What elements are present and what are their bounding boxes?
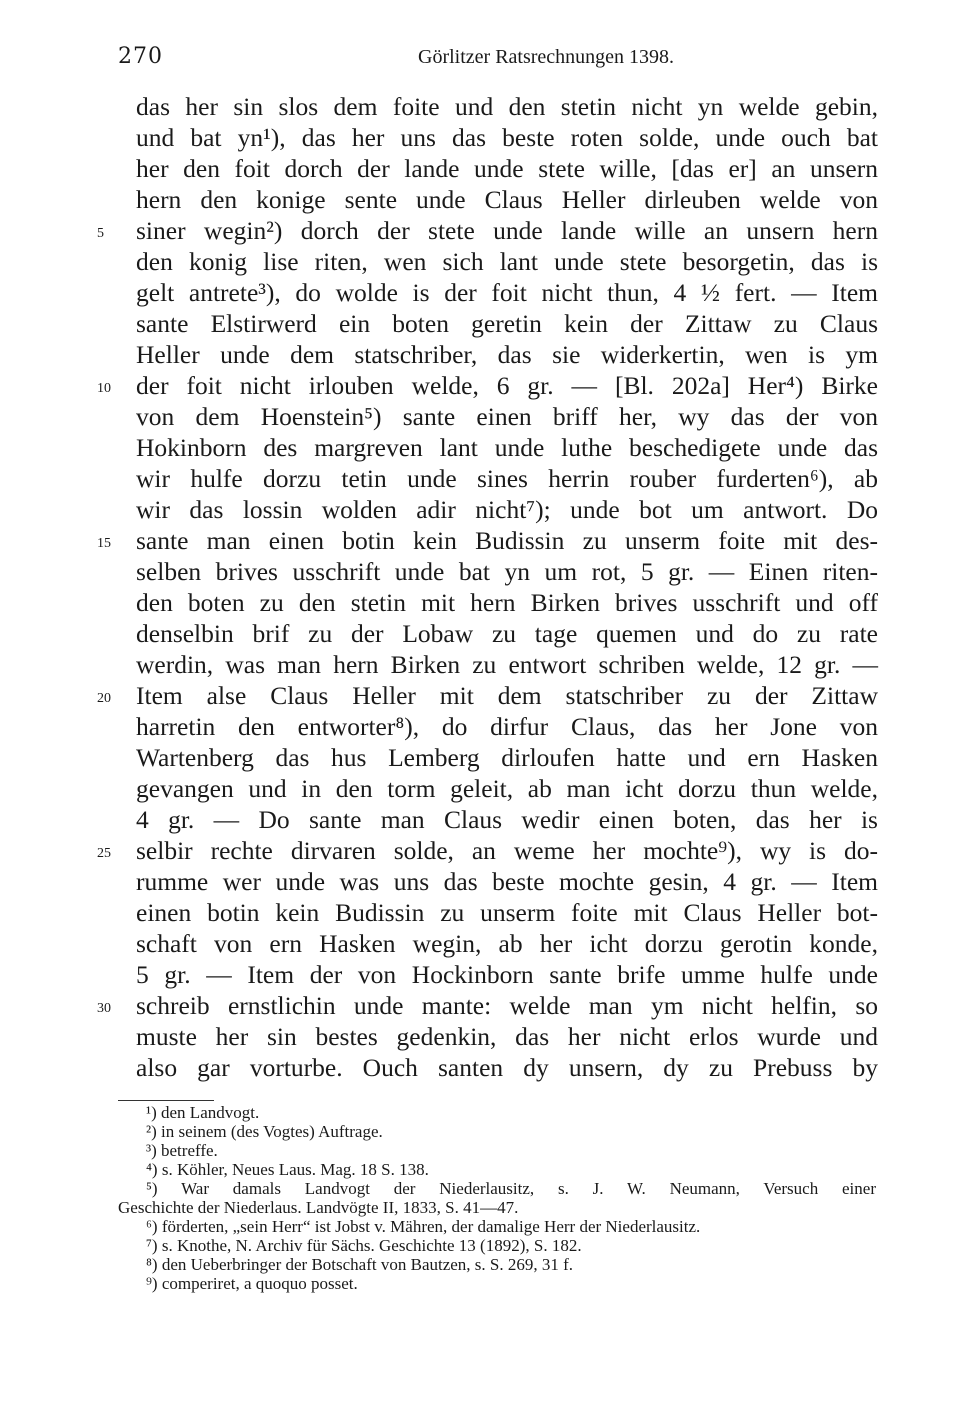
text-line: Heller unde dem statschriber, das sie widerkertin, wen is ym bbox=[136, 340, 878, 369]
page-number: 270 bbox=[118, 44, 163, 69]
text-line: 4 gr. — Do sante man Claus wedir einen boten, das her is bbox=[136, 805, 878, 834]
footnote: ¹) den Landvogt. bbox=[146, 1103, 260, 1122]
footnote: ⁵) War damals Landvogt der Niederlausitz, s. J. W. Neumann, Versuch einer bbox=[146, 1179, 876, 1198]
text-line: siner wegin²) dorch der stete unde lande wille an unsern hern bbox=[136, 216, 878, 245]
text-line: 5 gr. — Item der von Hockinborn sante brife umme hulfe unde bbox=[136, 960, 878, 989]
text-line: sante man einen botin kein Budissin zu unserm foite mit des- bbox=[136, 526, 878, 555]
text-line: und bat yn¹), das her uns das beste roten solde, unde ouch bat bbox=[136, 123, 878, 152]
text-line: rumme wer unde was uns das beste mochte gesin, 4 gr. — Item bbox=[136, 867, 878, 896]
text-line: schreib ernstlichin unde mante: welde man ym nicht helfin, so bbox=[136, 991, 878, 1020]
text-line: wir das lossin wolden adir nicht⁷); unde bot um antwort. Do bbox=[136, 495, 878, 524]
text-line: her den foit dorch der lande unde stete wille, [das er] an unsern bbox=[136, 154, 878, 183]
text-line: das her sin slos dem foite und den stetin nicht yn welde gebin, bbox=[136, 92, 878, 121]
text-line: Wartenberg das hus Lemberg dirloufen hatte und ern Hasken bbox=[136, 743, 878, 772]
text-line: sante Elstirwerd ein boten geretin kein der Zittaw zu Claus bbox=[136, 309, 878, 338]
footnote: ³) betreffe. bbox=[146, 1141, 218, 1160]
footnote: ⁴) s. Köhler, Neues Laus. Mag. 18 S. 138. bbox=[146, 1160, 429, 1179]
text-line: selbir rechte dirvaren solde, an weme her mochte⁹), wy is do- bbox=[136, 836, 878, 865]
footnote-rule bbox=[118, 1100, 214, 1101]
text-line: gevangen und in den torm geleit, ab man icht dorzu thun welde, bbox=[136, 774, 878, 803]
text-line: gelt antrete³), do wolde is der foit nicht thun, 4 ½ fert. — Item bbox=[136, 278, 878, 307]
text-line: muste her sin bestes gedenkin, das her nicht erlos wurde und bbox=[136, 1022, 878, 1051]
text-line: den konig lise riten, wen sich lant unde stete besorgetin, das is bbox=[136, 247, 878, 276]
footnote: ⁹) comperiret, a quoquo posset. bbox=[146, 1274, 358, 1293]
line-number: 30 bbox=[97, 1001, 111, 1016]
footnote: ⁷) s. Knothe, N. Archiv für Sächs. Geschichte 13 (1892), S. 182. bbox=[146, 1236, 582, 1255]
text-line: von dem Hoenstein⁵) sante einen briff her, wy das der von bbox=[136, 402, 878, 431]
footnote: ²) in seinem (des Vogtes) Auftrage. bbox=[146, 1122, 383, 1141]
text-line: einen botin kein Budissin zu unserm foite mit Claus Heller bot- bbox=[136, 898, 878, 927]
footnote: ⁸) den Ueberbringer der Botschaft von Bautzen, s. S. 269, 31 f. bbox=[146, 1255, 574, 1274]
line-number: 10 bbox=[97, 381, 111, 396]
line-number: 20 bbox=[97, 691, 111, 706]
footnote: ⁶) förderten, „sein Herr“ ist Jobst v. Mähren, der damalige Herr der Niederlausitz. bbox=[146, 1217, 701, 1236]
text-line: wir hulfe dorzu tetin unde sines herrin rouber furderten⁶), ab bbox=[136, 464, 878, 493]
text-line: werdin, was man hern Birken zu entwort schriben welde, 12 gr. — bbox=[136, 650, 878, 679]
text-line: der foit nicht irlouben welde, 6 gr. — [Bl. 202a] Her⁴) Birke bbox=[136, 371, 878, 400]
text-line: den boten zu den stetin mit hern Birken brives usschrift und off bbox=[136, 588, 878, 617]
line-number: 25 bbox=[97, 846, 111, 861]
text-line: Item alse Claus Heller mit dem statschriber zu der Zittaw bbox=[136, 681, 878, 710]
footnote-continuation: Geschichte der Niederlaus. Landvögte II, 1833, S. 41—47. bbox=[118, 1198, 519, 1217]
text-line: selben brives usschrift unde bat yn um rot, 5 gr. — Einen riten- bbox=[136, 557, 878, 586]
text-line: Hokinborn des margreven lant unde luthe beschedigete unde das bbox=[136, 433, 878, 462]
text-line: also gar vorturbe. Ouch santen dy unsern, dy zu Prebuss by bbox=[136, 1053, 878, 1082]
text-line: hern den konige sente unde Claus Heller dirleuben welde von bbox=[136, 185, 878, 214]
text-line: harretin den entworter⁸), do dirfur Claus, das her Jone von bbox=[136, 712, 878, 741]
line-number: 15 bbox=[97, 536, 111, 551]
text-line: schaft von ern Hasken wegin, ab her icht dorzu gerotin konde, bbox=[136, 929, 878, 958]
running-title: Görlitzer Ratsrechnungen 1398. bbox=[418, 46, 675, 68]
text-line: denselbin brif zu der Lobaw zu tage quemen und do zu rate bbox=[136, 619, 878, 648]
line-number: 5 bbox=[97, 226, 104, 241]
